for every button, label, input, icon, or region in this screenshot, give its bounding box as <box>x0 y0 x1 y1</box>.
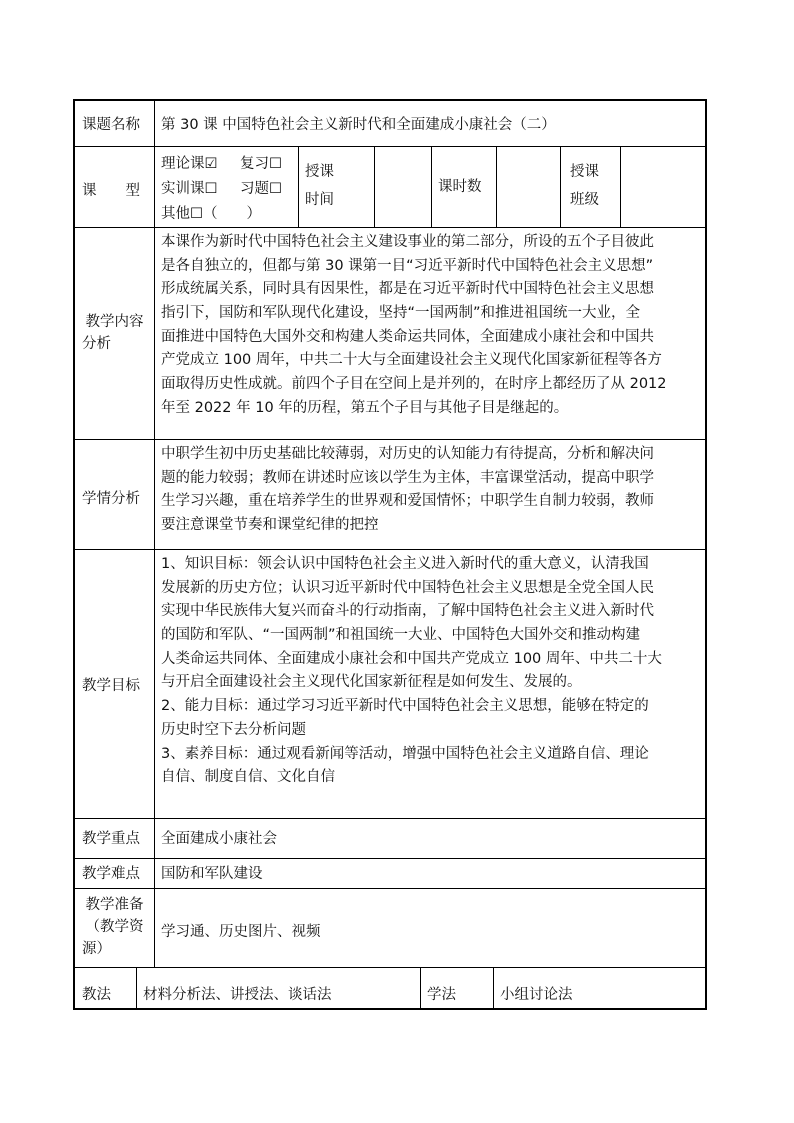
hours-label: 课时数 <box>438 179 482 195</box>
learn-method-value: 小组讨论法 <box>500 987 573 1003</box>
type-option-review: 复习☐ <box>240 156 282 172</box>
checkbox-icon: ☐ <box>269 156 282 172</box>
row-divider <box>75 549 705 550</box>
teach-time-label-1: 授课 <box>305 164 334 180</box>
objectives-text: 1、知识目标：领会认识中国特色社会主义进入新时代的重大意义，认清我国 发展新的历史方位；认识习近平新时代中国特色社会主义思想是全党全国人民 实现中华民族伟大复兴而奋斗的行动指南，了解中国特色社会主义进入新时代 的国防和军队、“一国两制”和祖国统一大业、中国特色大国外交和推动构建 人类命运共同体、全面建成小康社会和中国共产党成立 100 周年、中共二十大 与开启全面建设社会主义现代化国家新征程是如何发生、发展的。 2、能力目标：通过学习习近平新时代中国特色社会主义思想，能够在特定的 历史时空下去分析问题 3、素养目标：通过观看新闻等活动，增强中国特色社会主义道路自信、理论 自信、制度自信、文化自信 <box>161 556 662 786</box>
type-option-other: 其他☐（ ） <box>161 206 261 222</box>
column-divider <box>560 146 561 227</box>
column-divider <box>620 146 621 227</box>
objectives-label: 教学目标 <box>82 678 140 694</box>
column-divider <box>420 967 421 1008</box>
class-label-2: 班级 <box>570 192 599 208</box>
learn-method-label: 学法 <box>427 987 456 1003</box>
row-divider <box>75 818 705 819</box>
column-divider <box>493 967 494 1008</box>
checkbox-icon: ☐ <box>269 181 282 197</box>
teach-method-label: 教法 <box>82 987 111 1003</box>
student-analysis-text: 中职学生初中历史基础比较薄弱，对历史的认知能力有待提高，分析和解决问 题的能力较弱；教师在讲述时应该以学生为主体，丰富课堂活动，提高中职学 生学习兴趣，重在培养学生的世界观和爱国情怀；中职学生自制力较弱，教师 要注意课堂节奏和课堂纪律的把控 <box>161 446 654 534</box>
column-divider <box>154 101 155 967</box>
column-divider <box>374 146 375 227</box>
row-divider <box>75 967 705 968</box>
content-analysis-text: 本课作为新时代中国特色社会主义建设事业的第二部分，所设的五个子目彼此 是各自独立的，但都与第 30 课第一目“习近平新时代中国特色社会主义思想” 形成统属关系，同时具有因果性，都是在习近平新时代中国特色社会主义思想 指引下，国防和军队现代化建设，坚持“一国两制”和推进祖国统一大业，全 面推进中国特色大国外交和构建人类命运共同体，全面建成小康社会和中国共 产党成立 100 周年，中共二十大与全面建设社会主义现代化国家新征程等各方 面取得历史性成就。前四个子目在空间上是并列的，在时序上都经历了从 2012 年至 2022 年 10 年的历程，第五个子目与其他子目是继起的。 <box>161 234 667 416</box>
key-point-label: 教学重点 <box>82 831 140 847</box>
column-divider <box>298 146 299 227</box>
key-point-value: 全面建成小康社会 <box>161 831 277 847</box>
lesson-plan-table <box>73 99 707 1010</box>
course-name-label: 课题名称 <box>82 117 140 133</box>
row-divider <box>75 227 705 228</box>
preparation-value: 学习通、历史图片、视频 <box>161 924 321 940</box>
difficulty-label: 教学难点 <box>82 866 140 882</box>
checkbox-icon: ☐ <box>190 206 203 222</box>
class-label-1: 授课 <box>570 164 599 180</box>
column-divider <box>136 967 137 1008</box>
student-analysis-label: 学情分析 <box>82 491 140 507</box>
checkbox-checked-icon: ☑ <box>204 156 218 172</box>
difficulty-value: 国防和军队建设 <box>161 866 263 882</box>
teach-time-label-2: 时间 <box>305 192 334 208</box>
preparation-label: 教学准备 （教学资 源） <box>82 897 144 957</box>
course-type-label: 课 型 <box>82 183 140 199</box>
content-analysis-label: 教学内容 分析 <box>82 314 144 352</box>
row-divider <box>75 858 705 859</box>
column-divider <box>431 146 432 227</box>
type-option-theory: 理论课☑ <box>161 156 218 172</box>
column-divider <box>496 146 497 227</box>
checkbox-icon: ☐ <box>204 181 218 197</box>
course-name-value: 第 30 课 中国特色社会主义新时代和全面建成小康社会（二） <box>161 117 556 133</box>
type-option-practice: 实训课☐ <box>161 181 218 197</box>
row-divider <box>75 888 705 889</box>
row-divider <box>75 439 705 440</box>
row-divider <box>75 146 705 147</box>
type-option-exercise: 习题☐ <box>240 181 282 197</box>
teach-method-value: 材料分析法、讲授法、谈话法 <box>143 987 332 1003</box>
